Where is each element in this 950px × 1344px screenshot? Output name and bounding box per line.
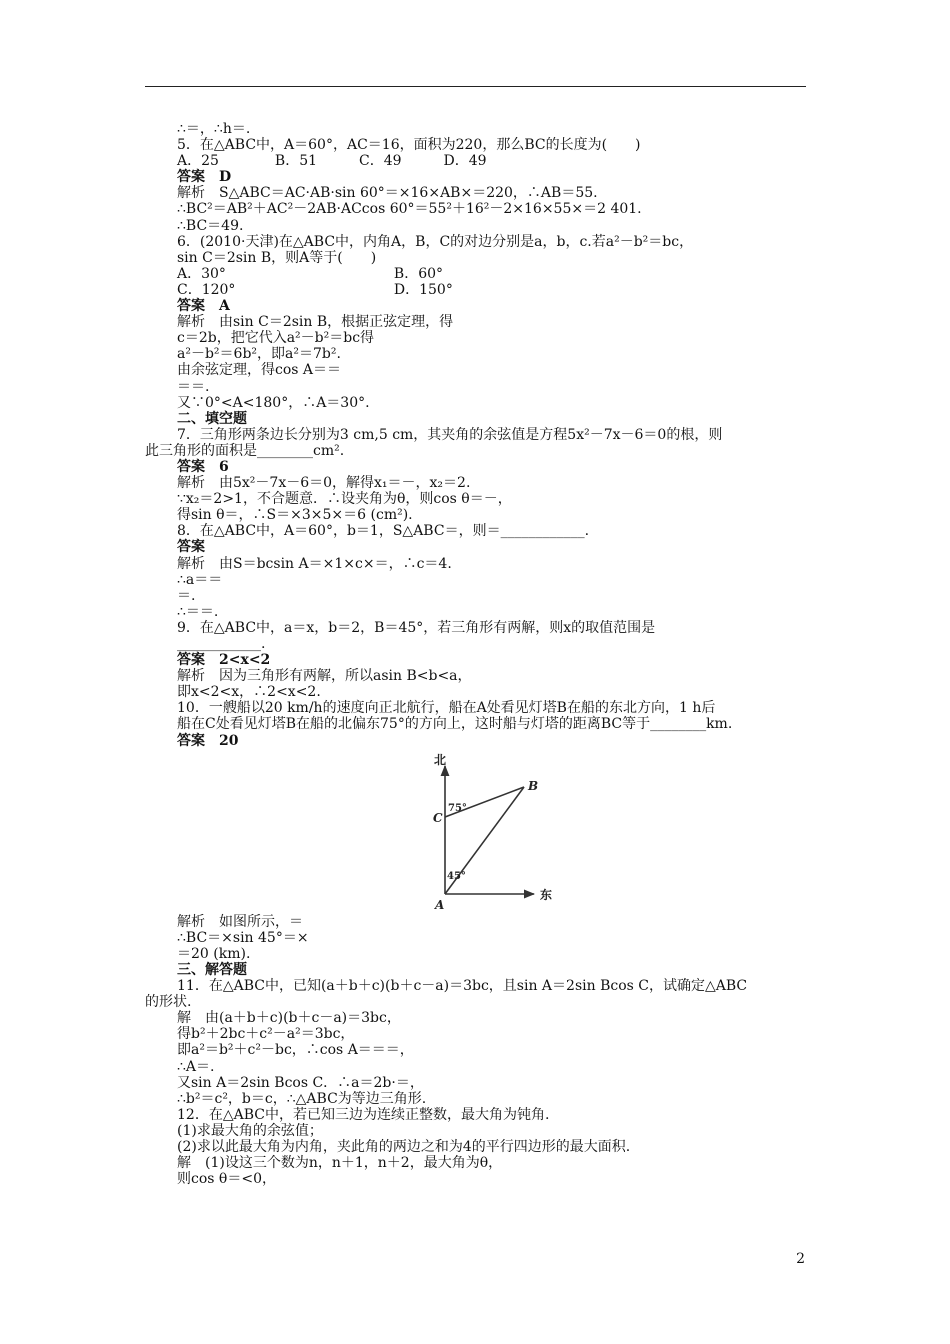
- text-line: 7．三角形两条边长分别为3 cm,5 cm，其夹角的余弦值是方程5x²－7x－6＝0的根，则: [177, 426, 723, 443]
- text-line: 8．在△ABC中，A＝60°，b＝1，S△ABC＝，则＝____________.: [177, 523, 590, 540]
- text-line: 解析 由5x²－7x－6＝0，解得x₁＝－，x₂＝2.: [177, 475, 471, 492]
- text-line: c＝2b，把它代入a²－b²＝bc得: [177, 330, 375, 347]
- text-line: 答案 20: [177, 732, 239, 749]
- text-line: 6．(2010·天津)在△ABC中，内角A，B，C的对边分别是a，b，c.若a²－b²＝bc，: [177, 233, 694, 250]
- text-line: 解析 如图所示，＝: [177, 913, 303, 930]
- text-line: A．30° B．60°: [177, 265, 444, 282]
- text-line: ∴＝，∴h＝.: [177, 121, 251, 137]
- text-line: 则cos θ＝<0，: [177, 1171, 276, 1188]
- text-line: 即x<2<x，∴2<x<2.: [177, 684, 321, 701]
- page-number: 2: [796, 1251, 805, 1267]
- text-line: ____________.: [177, 636, 266, 652]
- document-body: [145, 121, 817, 1188]
- text-line: 答案 6: [177, 458, 229, 475]
- text-line: ∴BC²＝AB²＋AC²－2AB·ACcos 60°＝55²＋16²－2×16×55×＝2 401.: [177, 201, 642, 218]
- text-line: 10．一艘船以20 km/h的速度向正北航行，船在A处看见灯塔B在船的东北方向，1 h后: [177, 700, 716, 717]
- text-line: ＝.: [177, 587, 196, 604]
- text-line: C．120° D．150°: [177, 281, 453, 298]
- navigation-diagram: [432, 752, 582, 912]
- text-line: 由余弦定理，得cos A＝＝: [177, 362, 342, 379]
- text-line: 二、填空题: [177, 410, 247, 427]
- text-line: 解析 因为三角形有两解，所以asin B<b<a，: [177, 668, 472, 685]
- east-label: 东: [540, 887, 553, 902]
- north-label: 北: [434, 752, 447, 767]
- angle-c-label: 75°: [448, 802, 467, 814]
- text-line: ∴＝＝.: [177, 603, 219, 620]
- text-line: ∵x₂＝2>1，不合题意．∴设夹角为θ，则cos θ＝－，: [177, 491, 512, 508]
- text-line: sin C＝2sin B，则A等于( ): [177, 249, 377, 266]
- text-line: 解析 S△ABC＝AC·AB·sin 60°＝×16×AB×＝220，∴AB＝55.: [177, 185, 598, 202]
- text-line: A．25 B．51 C．49 D．49: [177, 153, 487, 170]
- text-line: 即a²＝b²＋c²－bc，∴cos A＝＝＝，: [177, 1042, 414, 1059]
- text-line: 又∵0°<A<180°，∴A＝30°.: [177, 394, 370, 411]
- text-line: 解 (1)设这三个数为n，n＋1，n＋2，最大角为θ，: [177, 1155, 503, 1172]
- text-line: 解析 由S＝bcsin A＝×1×c×＝，∴c＝4.: [177, 555, 452, 572]
- text-line: 答案 A: [177, 298, 230, 315]
- header-rule: [145, 86, 806, 87]
- point-b-label: B: [528, 778, 539, 793]
- text-line: ＝＝.: [177, 378, 210, 395]
- text-line: 得sin θ＝，∴S＝×3×5×＝6 (cm²).: [177, 507, 413, 524]
- text-line: ＝20 (km).: [177, 945, 251, 962]
- section-before-figure: [145, 121, 817, 749]
- text-line: (2)求以此最大角为内角，夹此角的两边之和为4的平行四边形的最大面积.: [177, 1138, 631, 1155]
- text-line: (1)求最大角的余弦值；: [177, 1122, 323, 1139]
- text-line: ∴b²＝c²，b＝c，∴△ABC为等边三角形.: [177, 1090, 427, 1107]
- text-line: ∴A＝.: [177, 1058, 215, 1075]
- text-line: 12．在△ABC中，若已知三边为连续正整数，最大角为钝角.: [177, 1106, 550, 1123]
- text-line: ∴BC＝×sin 45°＝×: [177, 929, 309, 946]
- text-line: 船在C处看见灯塔B在船的北偏东75°的方向上，这时船与灯塔的距离BC等于________km.: [177, 716, 733, 733]
- figure: [177, 752, 817, 912]
- text-line: 答案: [177, 539, 205, 556]
- point-c-label: C: [433, 810, 443, 825]
- text-line: ∴BC＝49.: [177, 217, 244, 234]
- text-line: 此三角形的面积是________cm².: [145, 442, 345, 459]
- text-line: ∴a＝＝: [177, 571, 223, 588]
- text-line: 答案 D: [177, 169, 232, 186]
- text-line: 5．在△ABC中，A＝60°，AC＝16，面积为220，那么BC的长度为( ): [177, 137, 641, 154]
- text-line: 9．在△ABC中，a＝x，b＝2，B＝45°，若三角形有两解，则x的取值范围是: [177, 619, 656, 636]
- angle-a-label: 45°: [447, 870, 466, 882]
- text-line: 答案 2<x<2: [177, 652, 271, 669]
- text-line: 解 由(a＋b＋c)(b＋c－a)＝3bc，: [177, 1010, 401, 1027]
- section-after-figure: [145, 913, 817, 1188]
- point-a-label: A: [435, 897, 445, 912]
- text-line: 的形状.: [145, 994, 192, 1011]
- text-line: 解析 由sin C＝2sin B，根据正弦定理，得: [177, 314, 454, 331]
- text-line: 又sin A＝2sin Bcos C．∴a＝2b·＝，: [177, 1074, 424, 1091]
- text-line: 三、解答题: [177, 961, 247, 978]
- text-line: a²－b²＝6b²，即a²＝7b².: [177, 346, 341, 363]
- text-line: 得b²＋2bc＋c²－a²＝3bc，: [177, 1026, 355, 1043]
- text-line: 11．在△ABC中，已知(a＋b＋c)(b＋c－a)＝3bc，且sin A＝2sin Bcos C，试确定△ABC: [177, 978, 748, 995]
